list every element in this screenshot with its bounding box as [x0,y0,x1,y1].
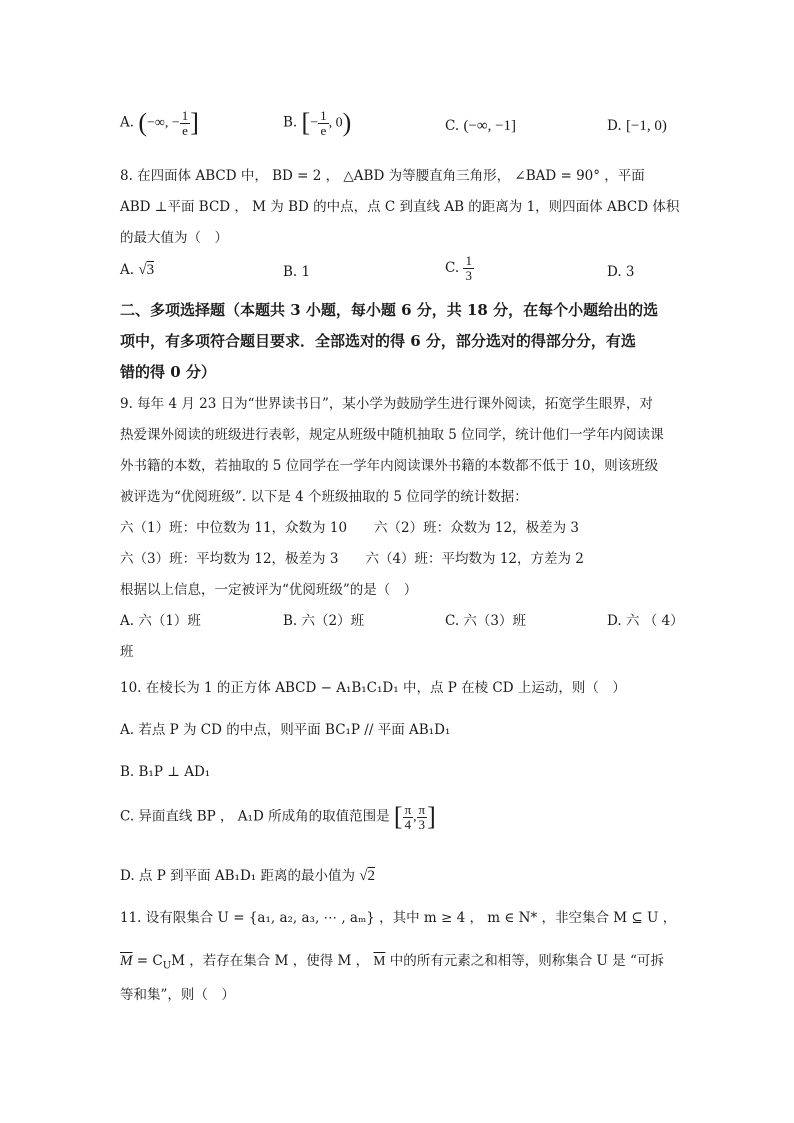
q8-line-1: 8. 在四面体 ABCD 中， BD = 2 ， △ABD 为等腰直角三角形， ∠BAD = 90° ，平面 [120,168,645,184]
denominator: 3 [465,268,472,283]
q11-line-2 [120,951,664,977]
close-bracket: ] [427,802,436,831]
open-paren: ( [138,108,148,137]
q9-option-d: D. 六 （ 4） [607,613,684,629]
q10-option-b: B. B₁P ⊥ AD₁ [120,764,211,780]
q11-line-1: 11. 设有限集合 U = {a₁, a₂, a₃, ⋯ , aₘ} ，其中 m ≥ 4 ， m ∈ N* ，非空集合 M ⊆ U ， [120,910,677,926]
section-heading-line-1: 二、多项选择题（本题共 3 小题，每小题 6 分，共 18 分，在每个小题给出的选 [120,301,659,319]
q11-tail: M ，若存在集合 M ，使得 M ， [171,953,374,969]
q7-c-expr: (−∞, −1] [463,118,517,134]
q9-line-3: 外书籍的本数，若抽取的 5 位同学在一学年内阅读课外书籍的本数都不低于 10，则该班级 [120,458,659,474]
q8-option-b: B. 1 [283,264,311,280]
q9-line-2: 热爱课外阅读的班级进行表彰，规定从班级中随机抽取 5 位同学，统计他们一学年内阅读课 [120,427,664,443]
q9-line-7: 根据以上信息，一定被评为“优阅班级”的是（ ） [120,582,418,598]
option-label: B. [283,114,298,131]
q7-option-b [283,108,351,138]
q10-option-a: A. 若点 P 为 CD 的中点，则平面 BC₁P // 平面 AB₁D₁ [120,722,451,738]
numerator: π [404,801,412,817]
section-heading-line-2: 项中，有多项符合题目要求．全部选对的得 6 分，部分选对的得部分分，有选 [120,332,636,350]
q8-line-3: 的最大值为（ ） [120,230,228,246]
q9-option-d-wrap: 班 [120,644,134,660]
complement-symbol: $\overline{M}$ [120,953,133,969]
q10-c-text: C. 异面直线 BP ， A₁D 所成角的取值范围是 [120,808,390,825]
fraction [417,803,428,832]
fraction [403,801,417,832]
q7-b-tail: , 0 [328,115,343,131]
q11-line-3: 等和集”，则（ ） [120,987,235,1003]
numerator: π [418,801,426,817]
option-label: D. [607,118,622,134]
q9-option-b: B. 六（2）班 [283,613,365,629]
q10-d-text: D. 点 P 到平面 AB₁D₁ 距离的最小值为 [120,868,355,884]
fraction [180,109,191,138]
denominator: 4 [404,816,412,832]
open-bracket: [ [301,108,311,137]
option-label: C. [445,118,460,134]
close-bracket: ] [190,108,199,137]
sqrt-expr: √3 [138,262,155,278]
q7-b-expr: − [310,115,319,131]
option-label: A. [120,262,135,278]
q9-line-1: 9. 每年 4 月 23 日为“世界读书日”，某小学为鼓励学生进行课外阅读，拓宽学生眼界，对 [120,396,653,412]
subscript: U [162,960,172,972]
q9-line-6: 六（3）班：平均数为 12，极差为 3 六（4）班：平均数为 12，方差为 2 [120,551,584,567]
section-heading-line-3: 错的得 0 分） [120,363,216,381]
q9-line-4: 被评选为“优阅班级”. 以下是 4 个班级抽取的 5 位同学的统计数据： [120,489,528,505]
denominator: 3 [418,816,426,832]
close-paren: ) [342,108,352,137]
numerator: 1 [465,253,472,268]
radicand: 2 [367,868,376,884]
numerator: 1 [320,107,327,123]
q10-option-d [120,866,375,886]
q9-line-5: 六（1）班：中位数为 11，众数为 10 六（2）班：众数为 12，极差为 3 [120,520,579,536]
q11-eq: = C [132,953,163,969]
q9-option-c: C. 六（3）班 [445,613,527,629]
radicand: 3 [146,262,155,278]
q9-option-a: A. 六（1）班 [120,613,201,629]
q7-option-c [445,118,516,135]
q10-option-c [120,802,436,832]
q7-a-expr: −∞, − [147,115,180,131]
q8-line-2: ABD ⊥平面 BCD ， M 为 BD 的中点，点 C 到直线 AB 的距离为 1，则四面体 ABCD 体积 [120,199,680,215]
open-bracket: [ [393,802,403,831]
option-label: C. [445,260,460,276]
q8-option-c [445,254,474,283]
q8-option-a [120,262,154,279]
complement-symbol: $\overline{M}$ [373,953,386,968]
q11-end: 中的所有元素之和相等，则称集合 U 是 “可拆 [385,953,664,969]
fraction [318,109,329,138]
fraction [463,254,474,283]
comma: , [413,808,417,824]
numerator: 1 [181,107,189,123]
q10-line-1: 10. 在棱长为 1 的正方体 ABCD − A₁B₁C₁D₁ 中，点 P 在棱 CD 上运动，则（ ） [120,680,626,696]
q7-d-expr: [−1, 0) [625,118,667,134]
q7-option-a [120,108,199,138]
q8-option-d: D. 3 [607,264,635,280]
denominator: e [320,122,327,138]
denominator: e [182,122,188,138]
sqrt-expr: √2 [359,868,376,884]
option-label: A. [120,114,135,131]
q7-option-d [607,118,667,135]
